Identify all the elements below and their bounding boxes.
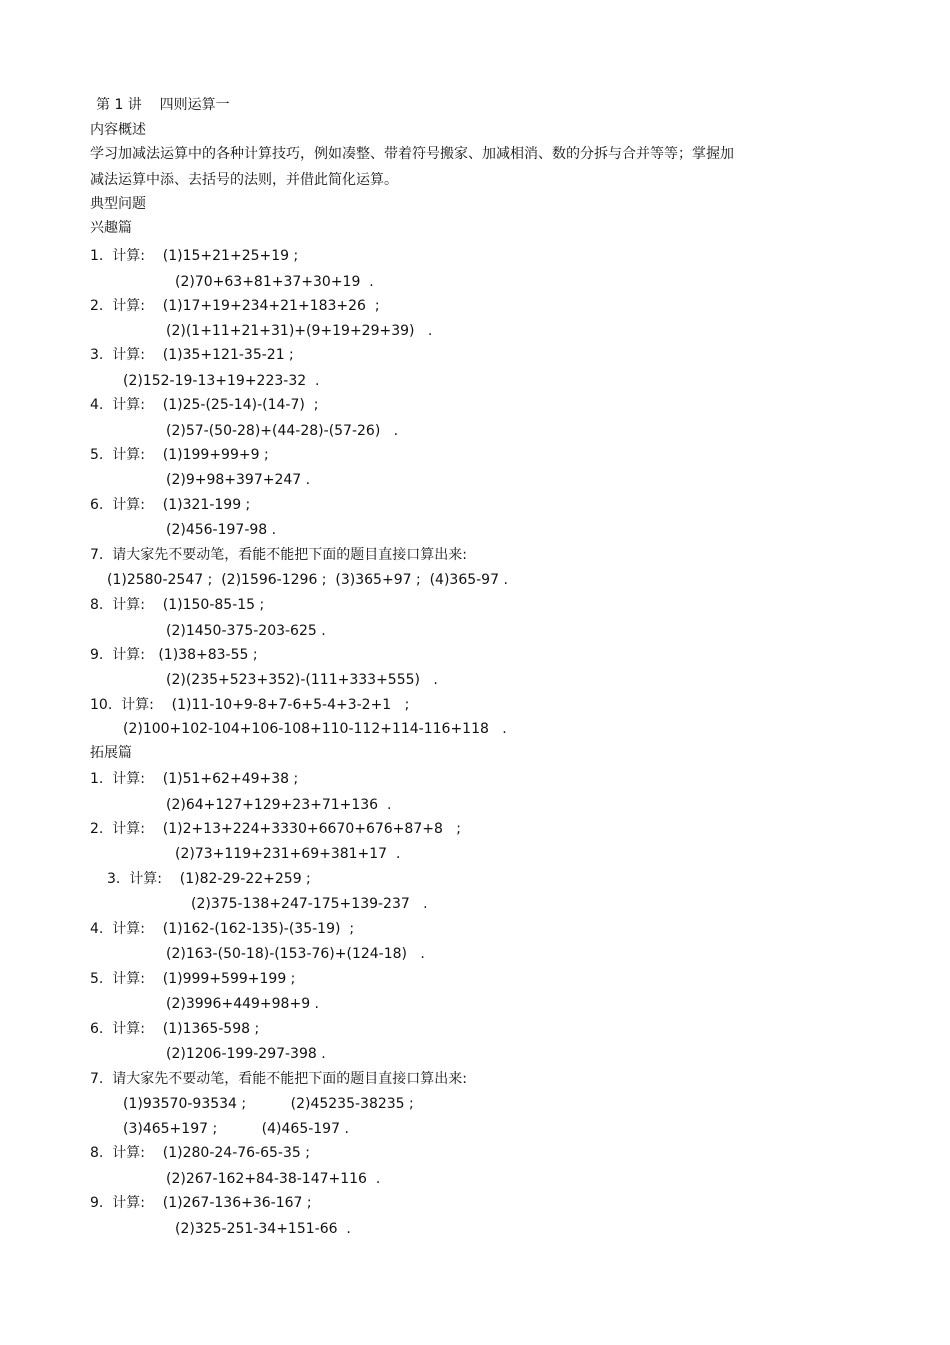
interest-problem-1-line-2: (2)70+63+81+37+30+19 .: [175, 274, 374, 290]
overview-text-line-1: 学习加减法运算中的各种计算技巧，例如凑整、带着符号搬家、加减相消、数的分拆与合并等等；掌握加: [90, 146, 734, 162]
interest-problem-9-line-2: (2)(235+523+352)-(111+333+555) .: [166, 672, 438, 688]
extend-problem-7-line-3: (3)465+197 ; (4)465-197 .: [123, 1121, 349, 1137]
interest-problem-4-line-2: (2)57-(50-28)+(44-28)-(57-26) .: [166, 423, 399, 439]
extend-problem-2-line-1: 2. 计算: (1)2+13+224+3330+6670+676+87+8 ;: [90, 821, 461, 837]
typical-problems-heading: 典型问题: [90, 196, 146, 212]
interest-problem-10-line-1: 10. 计算: (1)11-10+9-8+7-6+5-4+3-2+1 ;: [90, 697, 410, 713]
extend-problem-5-line-1: 5. 计算: (1)999+599+199 ;: [90, 971, 296, 987]
interest-problem-1-line-1: 1. 计算: (1)15+21+25+19 ;: [90, 248, 299, 264]
extend-problem-8-line-1: 8. 计算: (1)280-24-76-65-35 ;: [90, 1145, 310, 1161]
interest-problem-10-line-2: (2)100+102-104+106-108+110-112+114-116+118 .: [123, 721, 507, 737]
interest-problem-2-line-1: 2. 计算: (1)17+19+234+21+183+26 ;: [90, 298, 380, 314]
interest-problem-6-line-2: (2)456-197-98 .: [166, 522, 277, 538]
extend-section-heading: 拓展篇: [90, 745, 132, 761]
interest-problem-5-line-1: 5. 计算: (1)199+99+9 ;: [90, 447, 269, 463]
extend-problem-4-line-2: (2)163-(50-18)-(153-76)+(124-18) .: [166, 946, 425, 962]
extend-problem-7-line-1: 7. 请大家先不要动笔，看能不能把下面的题目直接口算出来:: [90, 1071, 467, 1087]
interest-problem-8-line-1: 8. 计算: (1)150-85-15 ;: [90, 597, 265, 613]
interest-problem-4-line-1: 4. 计算: (1)25-(25-14)-(14-7) ;: [90, 397, 319, 413]
extend-problem-9-line-1: 9. 计算: (1)267-136+36-167 ;: [90, 1195, 312, 1211]
extend-problem-1-line-1: 1. 计算: (1)51+62+49+38 ;: [90, 771, 299, 787]
extend-problem-6-line-2: (2)1206-199-297-398 .: [166, 1046, 326, 1062]
interest-problem-7-line-1: 7. 请大家先不要动笔，看能不能把下面的题目直接口算出来:: [90, 547, 467, 563]
interest-problem-3-line-2: (2)152-19-13+19+223-32 .: [123, 373, 320, 389]
interest-problem-3-line-1: 3. 计算: (1)35+121-35-21 ;: [90, 347, 294, 363]
extend-problem-9-line-2: (2)325-251-34+151-66 .: [175, 1221, 351, 1237]
extend-problem-1-line-2: (2)64+127+129+23+71+136 .: [166, 797, 392, 813]
extend-problem-8-line-2: (2)267-162+84-38-147+116 .: [166, 1171, 381, 1187]
interest-problem-8-line-2: (2)1450-375-203-625 .: [166, 623, 326, 639]
interest-problem-6-line-1: 6. 计算: (1)321-199 ;: [90, 497, 251, 513]
overview-heading: 内容概述: [90, 122, 146, 138]
interest-problem-2-line-2: (2)(1+11+21+31)+(9+19+29+39) .: [166, 323, 433, 339]
lecture-title: 第 1 讲 四则运算一: [96, 97, 230, 113]
extend-problem-6-line-1: 6. 计算: (1)1365-598 ;: [90, 1021, 260, 1037]
extend-problem-4-line-1: 4. 计算: (1)162-(162-135)-(35-19) ;: [90, 921, 355, 937]
extend-problem-3-line-2: (2)375-138+247-175+139-237 .: [191, 896, 428, 912]
interest-section-heading: 兴趣篇: [90, 220, 132, 236]
interest-problem-9-line-1: 9. 计算: (1)38+83-55 ;: [90, 647, 258, 663]
extend-problem-3-line-1: 3. 计算: (1)82-29-22+259 ;: [107, 871, 311, 887]
overview-text-line-2: 减法运算中添、去括号的法则，并借此简化运算。: [90, 172, 398, 188]
interest-problem-7-line-2: (1)2580-2547 ; (2)1596-1296 ; (3)365+97 ; (4)365-97 .: [107, 572, 508, 588]
extend-problem-5-line-2: (2)3996+449+98+9 .: [166, 996, 319, 1012]
interest-problem-5-line-2: (2)9+98+397+247 .: [166, 472, 311, 488]
extend-problem-2-line-2: (2)73+119+231+69+381+17 .: [175, 846, 401, 862]
extend-problem-7-line-2: (1)93570-93534 ; (2)45235-38235 ;: [123, 1096, 414, 1112]
